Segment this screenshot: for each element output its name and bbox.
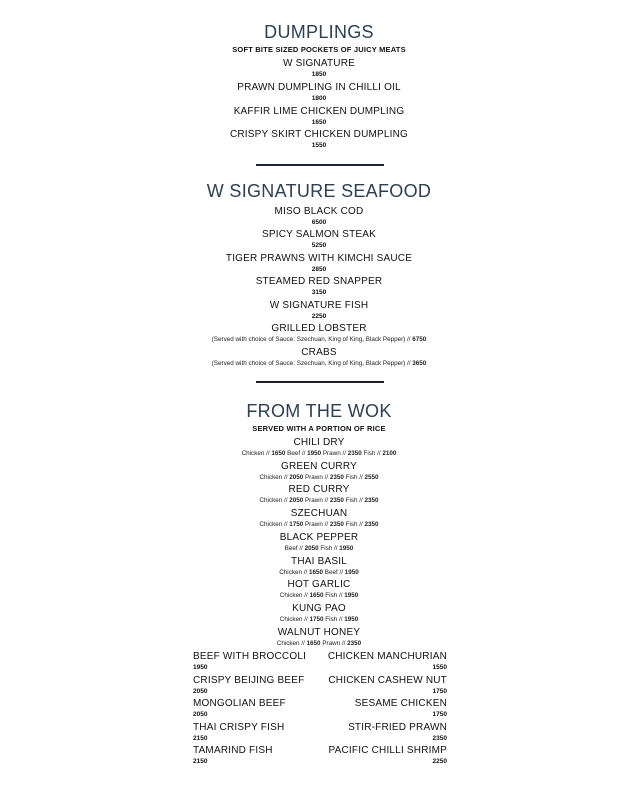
wok-item-options <box>0 450 638 458</box>
wok-column-item-name: CHICKEN MANCHURIAN <box>327 651 447 662</box>
wok-column-item-price: 1550 <box>432 664 447 671</box>
wok-title: FROM THE WOK <box>246 401 392 421</box>
option-price: 2100 <box>382 450 397 457</box>
option-label: Chicken // <box>276 640 305 647</box>
wok-item-options <box>0 521 638 529</box>
wok-item-name: SZECHUAN <box>290 508 348 519</box>
wok-column-item-price: 2150 <box>193 758 208 765</box>
option-label: Beef // <box>284 545 303 552</box>
option-price: 2350 <box>329 497 344 504</box>
seafood-item-name: CRABS <box>301 347 337 358</box>
option-label: Beef // <box>287 450 306 457</box>
option-label: Fish // <box>345 521 363 528</box>
option-label: Prawn // <box>322 450 346 457</box>
option-label: Chicken // <box>259 474 288 481</box>
wok-item-options <box>0 616 638 624</box>
wok-item-name: HOT GARLIC <box>287 579 351 590</box>
option-price: 1950 <box>344 616 359 623</box>
seafood-item-price: 2250 <box>311 313 327 320</box>
option-price: 1950 <box>339 545 354 552</box>
wok-column-item-price: 1950 <box>193 664 208 671</box>
wok-item-options <box>0 640 638 648</box>
option-price: 2050 <box>289 474 304 481</box>
dumplings-title: DUMPLINGS <box>264 22 374 42</box>
option-price: 1750 <box>309 616 324 623</box>
option-label: Fish // <box>320 545 338 552</box>
seafood-item-name: W SIGNATURE FISH <box>269 300 369 311</box>
dumplings-subtitle: SOFT BITE SIZED POCKETS OF JUICY MEATS <box>232 45 406 54</box>
sauce-note-price: 3650 <box>412 360 427 367</box>
option-price: 1650 <box>271 450 286 457</box>
dumpling-item-name: CRISPY SKIRT CHICKEN DUMPLING <box>229 129 409 140</box>
option-price: 1650 <box>306 640 321 647</box>
option-price: 2050 <box>289 497 304 504</box>
wok-item-name: WALNUT HONEY <box>277 627 361 638</box>
option-price: 1650 <box>309 592 324 599</box>
seafood-item-price: 5250 <box>311 242 327 249</box>
wok-column-item-price: 1750 <box>432 711 447 718</box>
wok-column-item-price: 2350 <box>432 735 447 742</box>
option-label: Fish // <box>325 616 343 623</box>
seafood-item-name: GRILLED LOBSTER <box>271 323 367 334</box>
option-price: 2350 <box>329 474 344 481</box>
wok-column-item-price: 1750 <box>432 688 447 695</box>
option-price: 2350 <box>364 497 379 504</box>
option-price: 2350 <box>364 521 379 528</box>
wok-column-item-price: 2050 <box>193 711 208 718</box>
option-label: Chicken // <box>241 450 270 457</box>
seafood-item-name: MISO BLACK COD <box>274 206 364 217</box>
sauce-note-price: 6750 <box>412 336 427 343</box>
option-price: 1950 <box>344 592 359 599</box>
wok-column-item-name: SESAME CHICKEN <box>354 698 447 709</box>
option-label: Chicken // <box>279 616 308 623</box>
wok-item-options <box>0 474 638 482</box>
sauce-note-text: (Served with choice of Sauce: Szechuan, King of King, Black Pepper) // <box>211 360 411 367</box>
wok-item-options <box>0 497 638 505</box>
wok-column-item-name: MONGOLIAN BEEF <box>193 698 286 709</box>
wok-item-options <box>0 545 638 553</box>
dumpling-item-price: 1550 <box>311 142 327 149</box>
wok-item-name: CHILI DRY <box>293 437 345 448</box>
option-label: Fish // <box>345 474 363 481</box>
option-label: Prawn // <box>304 497 329 504</box>
dumpling-item-name: PRAWN DUMPLING IN CHILLI OIL <box>237 82 401 93</box>
wok-column-item-price: 2250 <box>432 758 447 765</box>
dumpling-item-price: 1850 <box>311 71 327 78</box>
option-price: 1950 <box>344 569 359 576</box>
seafood-item-name: TIGER PRAWNS WITH KIMCHI SAUCE <box>225 253 413 264</box>
option-price: 1950 <box>307 450 322 457</box>
seafood-item-price: 3150 <box>311 289 327 296</box>
option-label: Chicken // <box>259 521 288 528</box>
wok-column-item-name: CHICKEN CASHEW NUT <box>328 675 447 686</box>
wok-item-name: GREEN CURRY <box>281 461 357 472</box>
wok-item-options <box>0 569 638 577</box>
seafood-item-name: STEAMED RED SNAPPER <box>255 276 383 287</box>
wok-column-item-name: TAMARIND FISH <box>193 745 273 756</box>
wok-column-item-price: 2050 <box>193 688 208 695</box>
option-label: Prawn // <box>304 521 329 528</box>
dumpling-item-price: 1800 <box>311 95 327 102</box>
option-label: Chicken // <box>279 569 308 576</box>
option-label: Chicken // <box>259 497 288 504</box>
seafood-title: W SIGNATURE SEAFOOD <box>206 181 432 201</box>
wok-item-name: BLACK PEPPER <box>279 532 359 543</box>
seafood-item-note <box>0 336 638 344</box>
wok-column-item-name: PACIFIC CHILLI SHRIMP <box>328 745 447 756</box>
option-label: Fish // <box>363 450 381 457</box>
seafood-item-price: 6500 <box>311 219 327 226</box>
option-price: 2350 <box>329 521 344 528</box>
option-price: 2350 <box>347 450 362 457</box>
option-label: Prawn // <box>322 640 346 647</box>
option-price: 1650 <box>309 569 324 576</box>
seafood-item-note <box>0 360 638 368</box>
option-price: 2050 <box>304 545 319 552</box>
seafood-item-name: SPICY SALMON STEAK <box>261 229 376 240</box>
option-label: Prawn // <box>304 474 329 481</box>
option-label: Chicken // <box>279 592 308 599</box>
dumpling-item-name: W SIGNATURE <box>282 58 355 69</box>
option-label: Beef // <box>324 569 343 576</box>
section-divider <box>256 381 384 383</box>
wok-column-item-name: CRISPY BEIJING BEEF <box>193 675 305 686</box>
sauce-note-text: (Served with choice of Sauce: Szechuan, King of King, Black Pepper) // <box>211 336 411 343</box>
dumpling-item-price: 1650 <box>311 119 327 126</box>
wok-item-options <box>0 592 638 600</box>
wok-column-item-name: STIR-FRIED PRAWN <box>348 722 447 733</box>
option-price: 1750 <box>289 521 304 528</box>
wok-column-item-name: THAI CRISPY FISH <box>193 722 285 733</box>
option-price: 2550 <box>364 474 379 481</box>
wok-item-name: THAI BASIL <box>291 556 347 567</box>
wok-column-item-name: BEEF WITH BROCCOLI <box>193 651 307 662</box>
option-price: 2350 <box>347 640 362 647</box>
option-label: Fish // <box>325 592 343 599</box>
option-label: Fish // <box>345 497 363 504</box>
wok-item-name: RED CURRY <box>288 484 350 495</box>
dumpling-item-name: KAFFIR LIME CHICKEN DUMPLING <box>233 106 405 117</box>
section-divider <box>256 164 384 166</box>
seafood-item-price: 2850 <box>311 266 327 273</box>
wok-item-name: KUNG PAO <box>292 603 346 614</box>
wok-subtitle: SERVED WITH A PORTION OF RICE <box>252 424 386 433</box>
wok-column-item-price: 2150 <box>193 735 208 742</box>
